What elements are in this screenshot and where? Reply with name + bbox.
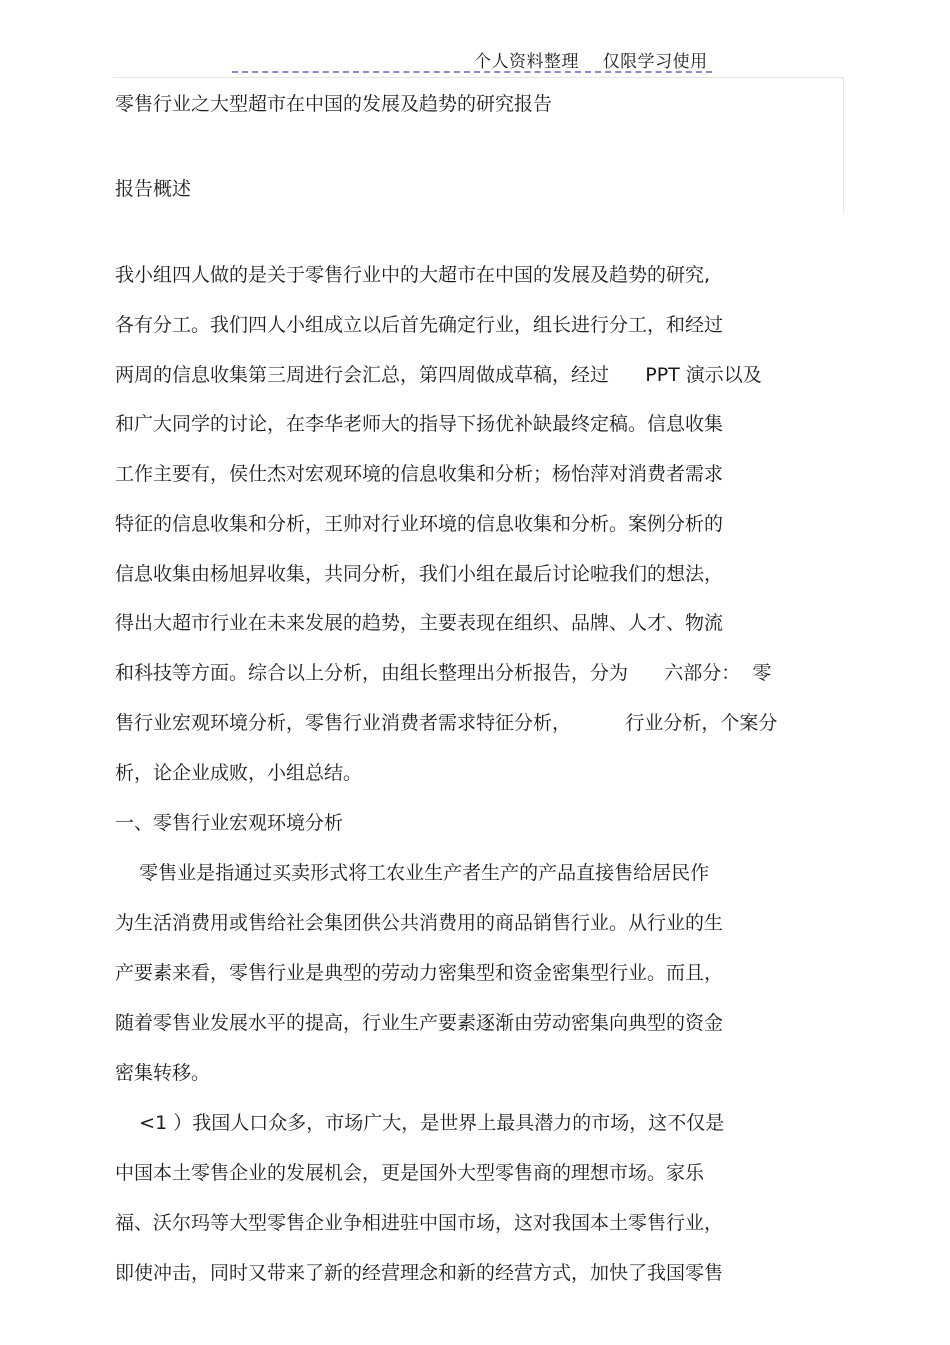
document-title: 零售行业之大型超市在中国的发展及趋势的研究报告: [115, 93, 553, 115]
body-line: 密集转移。: [115, 1062, 211, 1084]
body-line: 中国本土零售企业的发展机会，更是国外大型零售商的理想市场。家乐: [115, 1162, 705, 1184]
body-line: 特征的信息收集和分析，王帅对行业环境的信息收集和分析。案例分析的: [115, 513, 724, 535]
body-line: 产要素来看，零售行业是典型的劳动力密集型和资金密集型行业。而且，: [115, 962, 724, 984]
body-line: 信息收集由杨旭昇收集，共同分析，我们小组在最后讨论啦我们的想法，: [115, 563, 724, 585]
overview-heading: 报告概述: [115, 178, 192, 200]
body-line: 为生活消费用或售给社会集团供公共消费用的商品销售行业。从行业的生: [115, 912, 724, 934]
body-line: 和广大同学的讨论，在李华老师大的指导下扬优补缺最终定稿。信息收集: [115, 413, 724, 435]
section-heading: 一、零售行业宏观环境分析: [115, 812, 344, 834]
body-line: 工作主要有，侯仕杰对宏观环境的信息收集和分析；杨怡萍对消费者需求: [115, 463, 724, 485]
header-text: 个人资料整理 仅限学习使用: [474, 52, 708, 72]
body-line: 即使冲击，同时又带来了新的经营理念和新的经营方式，加快了我国零售: [115, 1262, 724, 1284]
header-divider: [232, 71, 712, 73]
body-line: 两周的信息收集第三周进行会汇总，第四周做成草稿，经过 PPT 演示以及: [115, 364, 762, 386]
body-line: 析，论企业成败，小组总结。: [115, 762, 363, 784]
body-line: 我小组四人做的是关于零售行业中的大超市在中国的发展及趋势的研究,: [115, 264, 711, 286]
body-line: 各有分工。我们四人小组成立以后首先确定行业，组长进行分工，和经过: [115, 314, 724, 336]
body-line: 福、沃尔玛等大型零售企业争相进驻中国市场，这对我国本土零售行业，: [115, 1212, 724, 1234]
body-line: <1 ）我国人口众多，市场广大，是世界上最具潜力的市场，这不仅是: [115, 1112, 725, 1134]
body-line: 零售业是指通过买卖形式将工农业生产者生产的产品直接售给居民作: [115, 862, 710, 884]
body-line: 随着零售业发展水平的提高，行业生产要素逐渐由劳动密集向典型的资金: [115, 1012, 724, 1034]
body-line: 售行业宏观环境分析，零售行业消费者需求特征分析， 行业分析，个案分: [115, 712, 778, 734]
body-line: 和科技等方面。综合以上分析，由组长整理出分析报告，分为 六部分： 零: [115, 662, 772, 684]
body-line: 得出大超市行业在未来发展的趋势，主要表现在组织、品牌、人才、物流: [115, 612, 724, 634]
